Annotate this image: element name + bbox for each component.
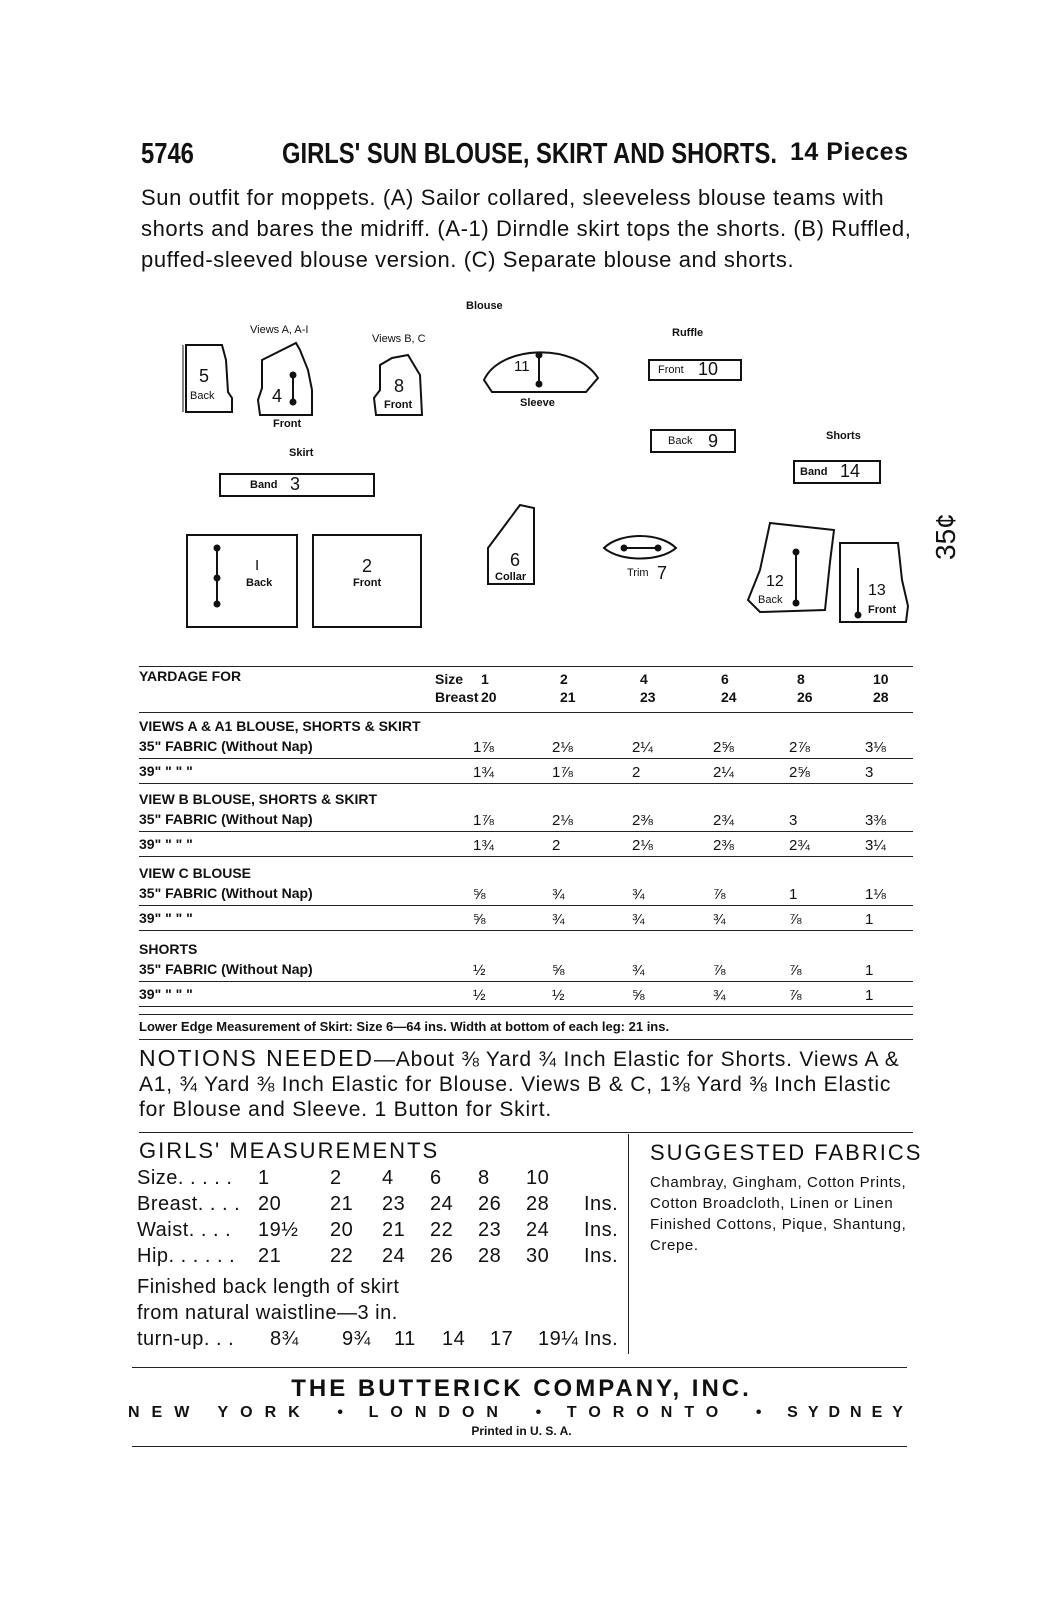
piece-14-name: Band (800, 466, 828, 478)
yardage-cell: 1⅛ (865, 886, 886, 903)
measurement-value: 8¾ (270, 1328, 299, 1350)
piece-7-name: Trim (627, 567, 649, 579)
measurement-label: Size. . . . . (137, 1167, 233, 1189)
yardage-cell: ¾ (552, 886, 565, 903)
measurement-value: 21 (258, 1245, 282, 1267)
size-4: 8 (797, 671, 805, 687)
measurement-value: 24 (526, 1219, 550, 1241)
yardage-row-label: 35" FABRIC (Without Nap) (139, 738, 313, 754)
piece-2-number: 2 (362, 556, 373, 576)
piece-9-number: 9 (708, 431, 719, 451)
yardage-cell: 3⅜ (865, 812, 886, 829)
measurement-label: Breast. . . . (137, 1193, 241, 1215)
piece-7-number: 7 (657, 563, 668, 583)
yardage-cell: ⅝ (473, 911, 486, 928)
yardage-cell: ⅝ (473, 886, 486, 903)
measurement-value: 20 (258, 1193, 282, 1215)
piece-10-number: 10 (698, 359, 719, 379)
measurement-value: 28 (478, 1245, 502, 1267)
printed-in: Printed in U. S. A. (471, 1424, 572, 1438)
measurement-value: 24 (430, 1193, 454, 1215)
measurement-value: 21 (382, 1219, 406, 1241)
pattern-title: GIRLS' SUN BLOUSE, SKIRT AND SHORTS. (282, 138, 777, 170)
piece-1-number: I (255, 557, 260, 574)
measurement-unit: Ins. (584, 1193, 619, 1215)
measurement-unit: Ins. (584, 1328, 619, 1350)
yardage-cell: 1 (865, 987, 874, 1004)
yardage-cell: 2¾ (713, 812, 734, 829)
notions-text: —About ⅜ Yard ¾ Inch Elastic for Shorts. Views A & A1, ¾ Yard ⅜ Inch Elastic for Blouse. Views B & C, 1⅜ Yard ⅜ Inch Elastic for Blouse and Sleeve. 1 Button for Skirt. (139, 1048, 900, 1121)
yardage-group-heading: SHORTS (139, 941, 198, 957)
skirt-length-note-2: from natural waistline—3 in. (137, 1302, 398, 1324)
piece-4-outline (258, 343, 312, 415)
breast-3: 24 (721, 689, 737, 705)
skirt-length-note-1: Finished back length of skirt (137, 1276, 400, 1298)
yardage-row-label: 39" " " " (139, 836, 193, 852)
yardage-cell: 2¼ (632, 739, 653, 756)
piece-9-outline (651, 430, 735, 452)
piece-1-name: Back (246, 577, 273, 589)
yardage-cell: ¾ (632, 911, 645, 928)
description: Sun outfit for moppets. (A) Sailor collared, sleeveless blouse teams with shorts and bares the midriff. (A-1) Dirndle skirt tops the shorts. (B) Ruffled, puffed-sleeved blouse version. (C) Separate blouse and shorts. (141, 185, 912, 272)
measurement-value: 1 (258, 1167, 270, 1189)
piece-9-name: Back (668, 435, 693, 447)
measurement-value: 8 (478, 1167, 490, 1189)
piece-4-number: 4 (272, 386, 283, 406)
yardage-cell: 1¾ (473, 764, 494, 781)
measurements-heading: GIRLS' MEASUREMENTS (139, 1138, 440, 1163)
measurement-value: 14 (442, 1328, 466, 1350)
yardage-cell: 1¾ (473, 837, 494, 854)
measurement-value: 24 (382, 1245, 406, 1267)
yardage-cell: ¾ (713, 911, 726, 928)
measurement-label: Hip. . . . . . (137, 1245, 236, 1267)
yardage-cell: 2¼ (713, 764, 734, 781)
shorts-label: Shorts (826, 430, 861, 442)
size-0: 1 (481, 671, 489, 687)
yardage-cell: 3⅛ (865, 739, 886, 756)
cities-line: NEW YORK • LONDON • TORONTO • SYDNEY (128, 1404, 913, 1421)
yardage-group-heading: VIEW C BLOUSE (139, 865, 252, 881)
yardage-group-heading: VIEWS A & A1 BLOUSE, SHORTS & SKIRT (139, 718, 421, 734)
yardage-cell: ¾ (632, 886, 645, 903)
yardage-cell: 2⅜ (713, 837, 734, 854)
yardage-cell: ⅞ (713, 962, 726, 979)
yardage-cell: 2 (552, 837, 561, 854)
measurement-value: 23 (382, 1193, 406, 1215)
breast-1: 21 (560, 689, 576, 705)
measurement-value: 17 (490, 1328, 514, 1350)
yardage-cell: 1⅞ (473, 739, 494, 756)
notions (139, 1046, 919, 1122)
size-3: 6 (721, 671, 729, 687)
piece-3-name: Band (250, 479, 278, 491)
skirt-label: Skirt (289, 447, 314, 459)
yardage-cell: 1 (865, 962, 874, 979)
yardage-cell: 2⅛ (632, 837, 653, 854)
piece-12-number: 12 (766, 573, 784, 590)
measurement-value: 30 (526, 1245, 550, 1267)
yardage-cell: ⅞ (789, 911, 802, 928)
yardage-cell: 2⅝ (789, 764, 810, 781)
breast-2: 23 (640, 689, 656, 705)
yardage-row-label: 35" FABRIC (Without Nap) (139, 961, 313, 977)
piece-11-name: Sleeve (520, 397, 555, 409)
measurement-value: 6 (430, 1167, 442, 1189)
piece-3-number: 3 (290, 474, 301, 494)
piece-5-number: 5 (199, 366, 210, 386)
piece-5-name: Back (190, 390, 215, 402)
measurement-value: 21 (330, 1193, 354, 1215)
measurement-label: turn-up. . . (137, 1328, 235, 1350)
measurement-value: 4 (382, 1167, 394, 1189)
city-sydney: SYDNEY (787, 1404, 913, 1421)
measurement-value: 19¼ (538, 1328, 579, 1350)
piece-2-name: Front (353, 577, 382, 589)
piece-6-name: Collar (495, 571, 527, 583)
yardage-row-label: 39" " " " (139, 986, 193, 1002)
yardage-row-label: 35" FABRIC (Without Nap) (139, 885, 313, 901)
yardage-cell: 2¾ (789, 837, 810, 854)
yardage-cell: ⅝ (632, 987, 645, 1004)
yardage-cell: 2⅜ (632, 812, 653, 829)
yardage-cell: 2⅞ (789, 739, 810, 756)
yardage-cell: 3¼ (865, 837, 886, 854)
yardage-group-heading: VIEW B BLOUSE, SHORTS & SKIRT (139, 791, 378, 807)
piece-6-number: 6 (510, 550, 521, 570)
breast-0: 20 (481, 689, 497, 705)
yardage-title: YARDAGE FOR (139, 668, 242, 684)
piece-14-number: 14 (840, 461, 861, 481)
yardage-cell: ½ (473, 987, 486, 1004)
yardage-cell: 2⅛ (552, 812, 573, 829)
yardage-cell: 2⅝ (713, 739, 734, 756)
breast-label: Breast (435, 689, 479, 705)
measurement-value: 20 (330, 1219, 354, 1241)
measurement-value: 26 (478, 1193, 502, 1215)
piece-10-name: Front (658, 364, 684, 376)
measurement-value: 2 (330, 1167, 342, 1189)
price: 35¢ (930, 513, 961, 560)
yardage-cell: ¾ (552, 911, 565, 928)
yardage-cell: ⅝ (552, 962, 565, 979)
pattern-layout (0, 0, 1043, 660)
yardage-cell: ⅞ (713, 886, 726, 903)
measurement-value: 22 (330, 1245, 354, 1267)
views-b-label: Views B, C (372, 333, 426, 345)
breast-5: 28 (873, 689, 889, 705)
pattern-number: 5746 (141, 138, 194, 170)
piece-11-number: 11 (514, 358, 530, 375)
fabrics-heading: SUGGESTED FABRICS (650, 1140, 923, 1165)
fabrics-text: Chambray, Gingham, Cotton Prints, Cotton Broadcloth, Linen or Linen Finished Cottons, Pique, Shantung, Crepe. (650, 1174, 907, 1254)
yardage-cell: 3 (865, 764, 874, 781)
views-a-label: Views A, A-I (250, 324, 309, 336)
yardage-cell: ¾ (632, 962, 645, 979)
yardage-cell: 1⅞ (473, 812, 494, 829)
piece-4-name: Front (273, 418, 302, 430)
measurement-value: 10 (526, 1167, 550, 1189)
measurement-value: 19½ (258, 1219, 299, 1241)
measurement-value: 11 (394, 1328, 416, 1350)
city-toronto: TORONTO (566, 1404, 731, 1421)
piece-8-number: 8 (394, 376, 405, 396)
yardage-row-label: 35" FABRIC (Without Nap) (139, 811, 313, 827)
size-2: 4 (640, 671, 648, 687)
size-5: 10 (873, 671, 889, 687)
size-1: 2 (560, 671, 568, 687)
measurement-label: Waist. . . . (137, 1219, 232, 1241)
company-name: THE BUTTERICK COMPANY, INC. (291, 1375, 752, 1402)
yardage-cell: 2⅛ (552, 739, 573, 756)
size-label: Size (435, 671, 464, 687)
measurement-value: 23 (478, 1219, 502, 1241)
yardage-footnote: Lower Edge Measurement of Skirt: Size 6—64 ins. Width at bottom of each leg: 21 ins. (139, 1019, 670, 1034)
measurement-value: 26 (430, 1245, 454, 1267)
yardage-cell: ⅞ (789, 962, 802, 979)
yardage-cell: 2 (632, 764, 641, 781)
yardage-cell: ⅞ (789, 987, 802, 1004)
notions-heading: NOTIONS NEEDED (139, 1045, 375, 1071)
piece-13-name: Front (868, 604, 897, 616)
measurement-unit: Ins. (584, 1219, 619, 1241)
yardage-cell: ¾ (713, 987, 726, 1004)
measurement-value: 22 (430, 1219, 454, 1241)
yardage-row-label: 39" " " " (139, 763, 193, 779)
yardage-cell: 1 (865, 911, 874, 928)
piece-count: 14 Pieces (790, 138, 909, 166)
yardage-cell: 1 (789, 886, 798, 903)
piece-12-name: Back (758, 594, 783, 606)
yardage-cell: ½ (473, 962, 486, 979)
piece-13-number: 13 (868, 582, 886, 599)
measurement-value: 9¾ (342, 1328, 371, 1350)
yardage-cell: ½ (552, 987, 565, 1004)
piece-1-outline (187, 535, 297, 627)
measurement-unit: Ins. (584, 1245, 619, 1267)
yardage-cell: 1⅞ (552, 764, 573, 781)
yardage-cell: 3 (789, 812, 798, 829)
breast-4: 26 (797, 689, 813, 705)
city-london: LONDON (368, 1404, 510, 1421)
blouse-label: Blouse (466, 300, 503, 312)
ruffle-label: Ruffle (672, 327, 704, 339)
city-new-york: NEW YORK (128, 1404, 312, 1421)
yardage-row-label: 39" " " " (139, 910, 193, 926)
piece-8-name: Front (384, 399, 413, 411)
measurement-value: 28 (526, 1193, 550, 1215)
